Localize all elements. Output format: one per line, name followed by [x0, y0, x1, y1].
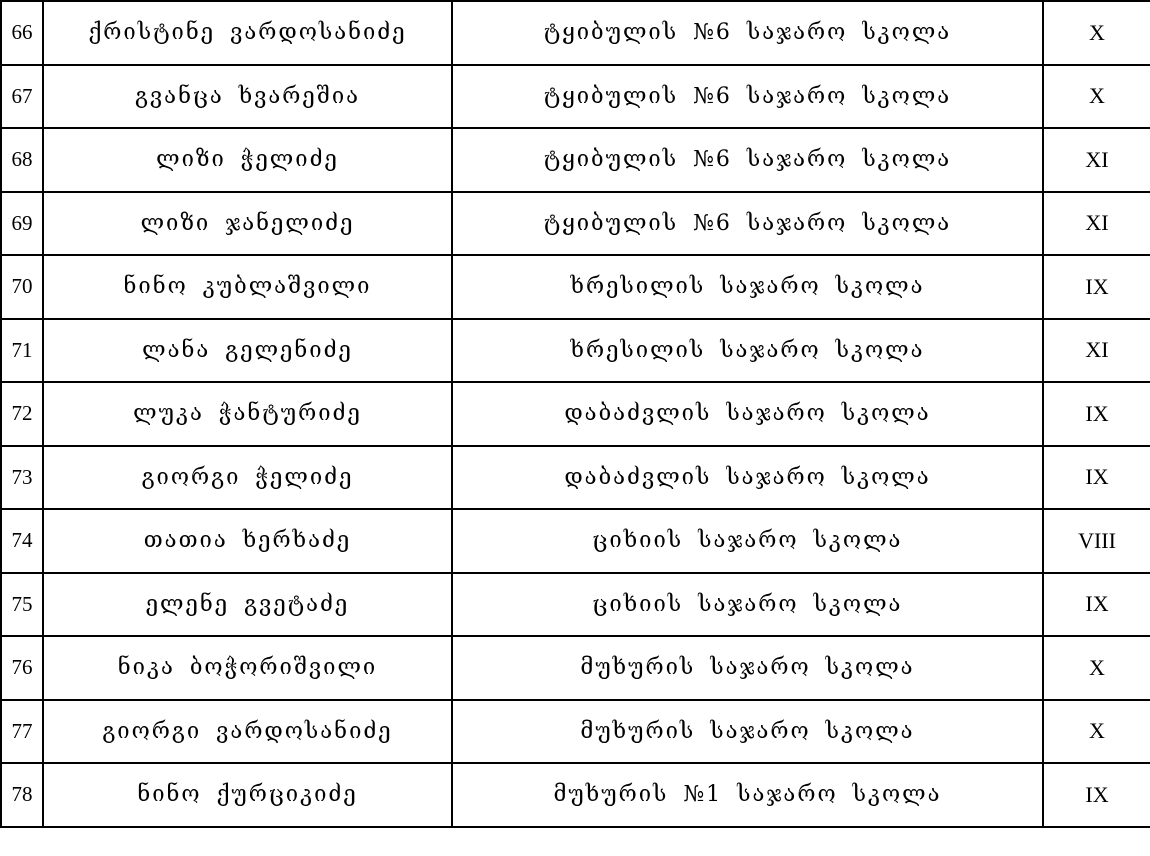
student-name: გიორგი ჭელიძე — [43, 446, 452, 510]
row-number: 70 — [1, 255, 43, 319]
row-number: 68 — [1, 128, 43, 192]
student-name: ლანა გელენიძე — [43, 319, 452, 383]
school-name: დაბაძვლის საჯარო სკოლა — [452, 446, 1043, 510]
row-number: 66 — [1, 1, 43, 65]
school-name: დაბაძვლის საჯარო სკოლა — [452, 382, 1043, 446]
school-name: ტყიბულის №6 საჯარო სკოლა — [452, 1, 1043, 65]
grade-level: IX — [1043, 573, 1150, 637]
row-number: 71 — [1, 319, 43, 383]
grade-level: IX — [1043, 382, 1150, 446]
table-row — [1, 573, 1150, 637]
school-name: ხრესილის საჯარო სკოლა — [452, 255, 1043, 319]
participants-table-body — [1, 1, 1150, 827]
school-name: ხრესილის საჯარო სკოლა — [452, 319, 1043, 383]
grade-level: X — [1043, 65, 1150, 129]
grade-level: X — [1043, 700, 1150, 764]
school-name: ტყიბულის №6 საჯარო სკოლა — [452, 65, 1043, 129]
school-name: მუხურის საჯარო სკოლა — [452, 700, 1043, 764]
row-number: 76 — [1, 636, 43, 700]
student-name: თათია ხერხაძე — [43, 509, 452, 573]
table-row — [1, 763, 1150, 827]
grade-level: IX — [1043, 763, 1150, 827]
grade-level: IX — [1043, 255, 1150, 319]
table-row — [1, 446, 1150, 510]
student-name: ნინო კუბლაშვილი — [43, 255, 452, 319]
table-row — [1, 128, 1150, 192]
table-row — [1, 636, 1150, 700]
student-name: ლიზი ჭელიძე — [43, 128, 452, 192]
school-name: მუხურის №1 საჯარო სკოლა — [452, 763, 1043, 827]
grade-level: XI — [1043, 128, 1150, 192]
table-row — [1, 192, 1150, 256]
grade-level: XI — [1043, 192, 1150, 256]
row-number: 73 — [1, 446, 43, 510]
table-row — [1, 700, 1150, 764]
table-row — [1, 509, 1150, 573]
student-name: გიორგი ვარდოსანიძე — [43, 700, 452, 764]
student-name: ლიზი ჯანელიძე — [43, 192, 452, 256]
student-name: გვანცა ხვარეშია — [43, 65, 452, 129]
grade-level: X — [1043, 636, 1150, 700]
grade-level: VIII — [1043, 509, 1150, 573]
student-name: ნინო ქურციკიძე — [43, 763, 452, 827]
student-name: ნიკა ბოჭორიშვილი — [43, 636, 452, 700]
student-name: ელენე გვეტაძე — [43, 573, 452, 637]
table-row — [1, 382, 1150, 446]
row-number: 78 — [1, 763, 43, 827]
table-row — [1, 1, 1150, 65]
school-name: ციხიის საჯარო სკოლა — [452, 573, 1043, 637]
table-row — [1, 255, 1150, 319]
row-number: 75 — [1, 573, 43, 637]
grade-level: XI — [1043, 319, 1150, 383]
table-row — [1, 319, 1150, 383]
row-number: 67 — [1, 65, 43, 129]
grade-level: IX — [1043, 446, 1150, 510]
table-row — [1, 65, 1150, 129]
row-number: 74 — [1, 509, 43, 573]
school-name: ციხიის საჯარო სკოლა — [452, 509, 1043, 573]
row-number: 69 — [1, 192, 43, 256]
row-number: 77 — [1, 700, 43, 764]
grade-level: X — [1043, 1, 1150, 65]
school-name: ტყიბულის №6 საჯარო სკოლა — [452, 128, 1043, 192]
student-name: ქრისტინე ვარდოსანიძე — [43, 1, 452, 65]
row-number: 72 — [1, 382, 43, 446]
school-name: მუხურის საჯარო სკოლა — [452, 636, 1043, 700]
school-name: ტყიბულის №6 საჯარო სკოლა — [452, 192, 1043, 256]
student-name: ლუკა ჭანტურიძე — [43, 382, 452, 446]
